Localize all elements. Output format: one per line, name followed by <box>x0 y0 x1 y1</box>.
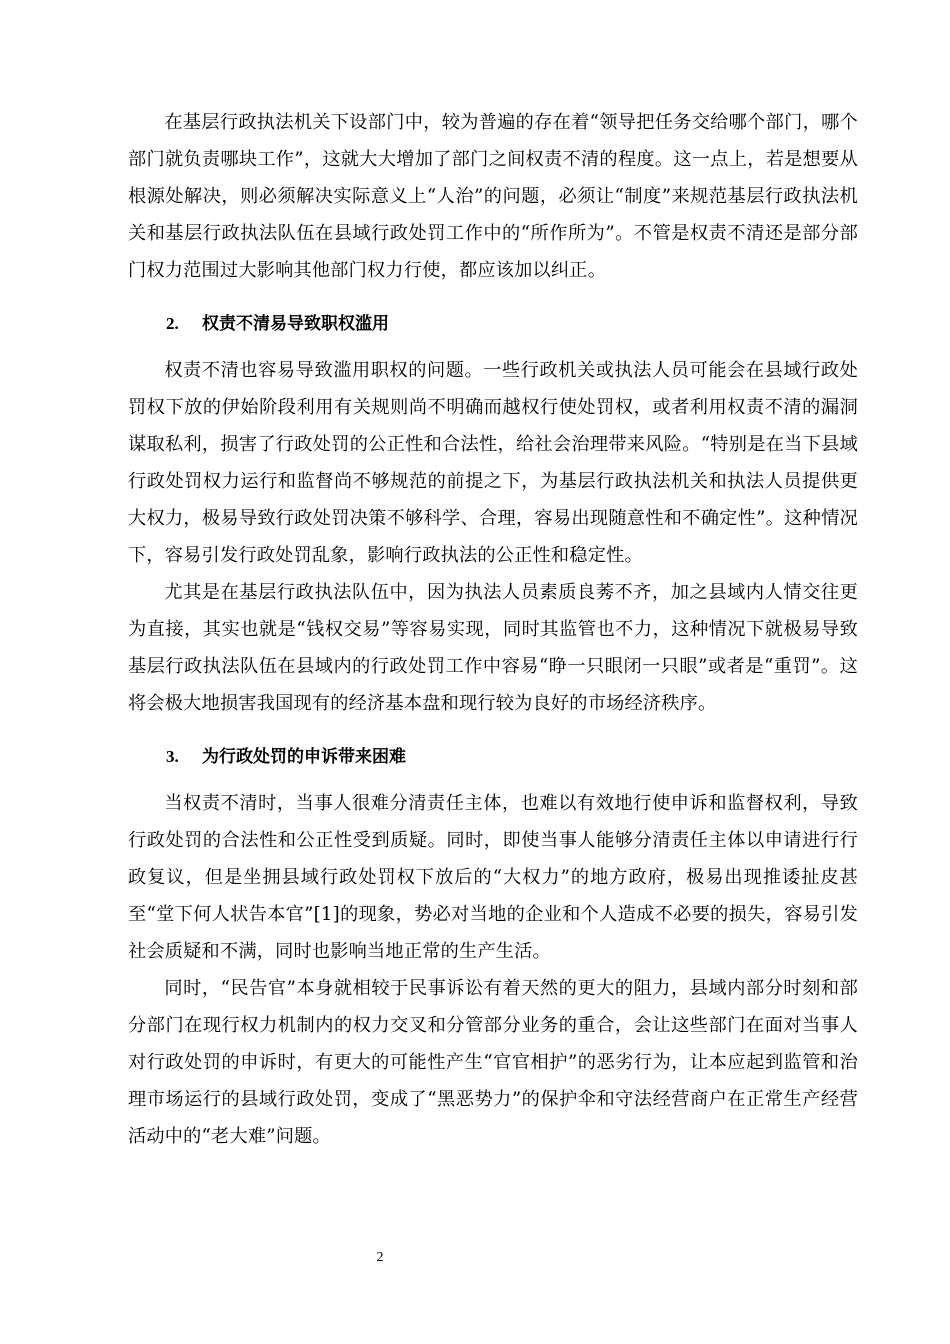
body-paragraph: 尤其是在基层行政执法队伍中，因为执法人员素质良莠不齐，加之县域内人情交往更为直接，其实也就是“钱权交易”等容易实现，同时其监管也不力，这种情况下就极易导致基层行政执法队伍在县域内的行政处罚工作中容易“睁一只眼闭一只眼”或者是“重罚”。这将会极大地损害我国现有的经济基本盘和现行较为良好的市场经济秩序。 <box>128 582 858 714</box>
section-title: 为行政处罚的申诉带来困难 <box>202 747 406 767</box>
body-paragraph: 权责不清也容易导致滥用职权的问题。一些行政机关或执法人员可能会在县域行政处罚权下放的伊始阶段利用有关规则尚不明确而越权行使处罚权，或者利用权责不清的漏洞谋取私利，损害了行政处罚的公正性和合法性，给社会治理带来风险。“特别是在当下县域行政处罚权力运行和监督尚不够规范的前提之下，为基层行政执法机关和执法人员提供更大权力，极易导致行政处罚决策不够科学、合理，容易出现随意性和不确定性”。这种情况下，容易引发行政处罚乱象，影响行政执法的公正性和稳定性。 <box>128 360 858 566</box>
section-heading <box>128 745 858 769</box>
body-paragraph: 同时，“民告官”本身就相较于民事诉讼有着天然的更大的阻力，县域内部分时刻和部分部门在现行权力机制内的权力交叉和分管部分业务的重合，会让这些部门在面对当事人对行政处罚的申诉时，有更大的可能性产生“官官相护”的恶劣行为，让本应起到监管和治理市场运行的县域行政处罚，变成了“黑恶势力”的保护伞和守法经营商户在正常生产经营活动中的“老大难”问题。 <box>128 978 858 1147</box>
section-heading <box>128 312 858 336</box>
page-number: 2 <box>376 1250 384 1265</box>
section-number: 2. <box>166 314 179 333</box>
body-paragraph: 当权责不清时，当事人很难分清责任主体，也难以有效地行使申诉和监督权利，导致行政处罚的合法性和公正性受到质疑。同时，即使当事人能够分清责任主体以申请进行行政复议，但是坐拥县域行政处罚权下放后的“大权力”的地方政府，极易出现推诿扯皮甚至“堂下何人状告本官”[1]的现象，势必对当地的企业和个人造成不必要的损失，容易引发社会质疑和不满，同时也影响当地正常的生产生活。 <box>128 793 858 962</box>
section-number: 3. <box>166 747 179 766</box>
page-content <box>128 104 858 1155</box>
body-paragraph: 在基层行政执法机关下设部门中，较为普遍的存在着“领导把任务交给哪个部门，哪个部门就负责哪块工作”，这就大大增加了部门之间权责不清的程度。这一点上，若是想要从根源处解决，则必须解决实际意义上“人治”的问题，必须让“制度”来规范基层行政执法机关和基层行政执法队伍在县域行政处罚工作中的“所作所为”。不管是权责不清还是部分部门权力范围过大影响其他部门权力行使，都应该加以纠正。 <box>128 112 858 281</box>
section-title: 权责不清易导致职权滥用 <box>202 314 389 334</box>
